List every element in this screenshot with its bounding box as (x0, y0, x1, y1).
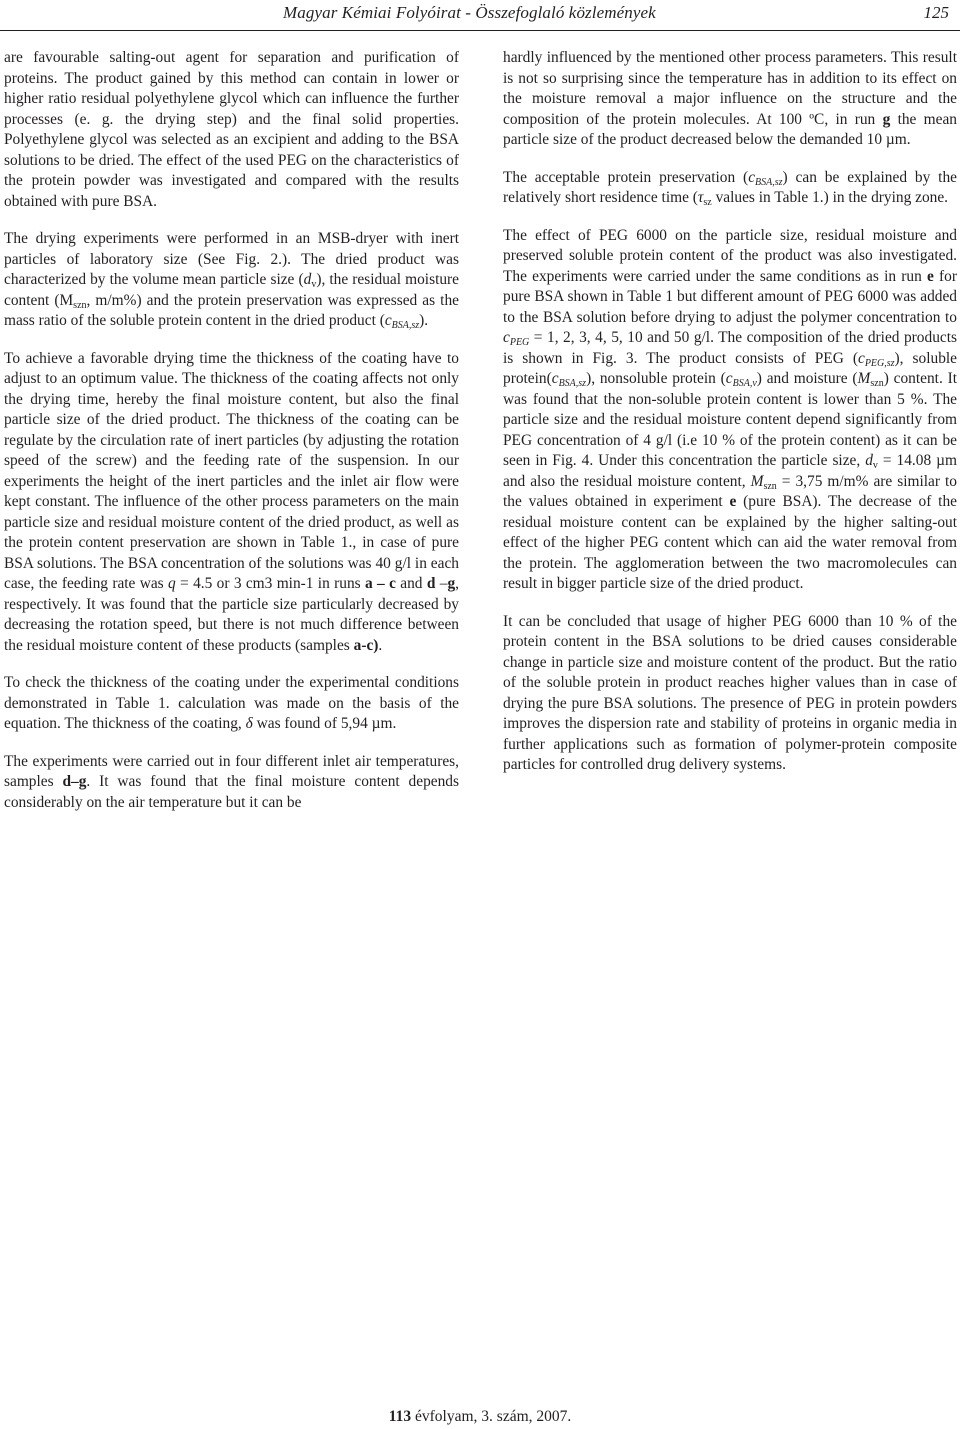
left-column (4, 48, 459, 830)
running-header (0, 0, 960, 30)
issue-info: évfolyam, 3. szám, 2007. (411, 1408, 572, 1425)
paragraph: The effect of PEG 6000 on the particle size, residual moisture and preserved soluble protein content of the product was also investigated. The experiments were carried under the same conditions as in run e for pure BSA shown in Table 1 but different amount of PEG 6000 was added to the BSA solution before drying to adjust the polymer concentration to $c_{PEG} = 1$, 2, 3, 4, 5, 10 and 50 g/l. The composition of the dried products is shown in Fig. 3. The product consists of PEG $(c_{PEG,sz})$, soluble $protein(c_{BSA,sz})$, nonsoluble protein $(c_{BSA,v})$ and moisture $(M_{szn})$ content. It was found that the non-soluble protein content is lower than 5 %. The particle size and the residual moisture content depend significantly from PEG concentration of 4 g/l (i.e 10 % of the protein content) as it can be seen in Fig. 4. Under this concentration the particle size, $d_v = 14.08$ µm and also the residual moisture content, $M_{szn} = 3,75$ m/m% are similar to the values obtained in experiment e (pure BSA). The decrease of the residual moisture content can be explained by the higher salting-out effect of the higher PEG content which can aid the water removal from the protein. The agglomeration between the two macromolecules can result in bigger particle size of the dried product. (503, 226, 958, 592)
page-number: 125 (923, 3, 949, 22)
page-footer (0, 1408, 960, 1426)
paragraph: To achieve a favorable drying time the thickness of the coating have to adjust to an optimum value. The thickness of the coating affects not only the drying time, hereby the final moisture content, but also the final particle size of the dried product. The thickness of the coating can be regulate by the circulation rate of inert particles (by adjusting the rotation speed of the screw) and the feeding rate of the suspension. In our experiments the height of the inert particles and the inlet air flow were kept constant. The influence of the other process parameters on the main particle size and residual moisture content of the dried product, as well as the protein content preservation are shown in Table 1., in case of pure BSA solutions. The BSA concentration of the solutions was 40 g/l in each case, the feeding rate was q = 4.5 or 3 cm3 min-1 in runs a – c and d –g, respectively. It was found that the particle size particularly decreased by decreasing the rotation speed, but there is not much difference between the residual moisture content of these products (samples a-c). (4, 349, 459, 654)
right-column (503, 48, 957, 793)
paragraph: To check the thickness of the coating under the experimental conditions demonstrated in Table 1. calculation was made on the basis of the equation. The thickness of the coating, δ was found of 5,94 µm. (4, 674, 459, 732)
paragraph: The acceptable protein preservation $(c_{BSA,sz})$ can be explained by the relatively short residence time ($\tau_{sz}$ values in Table 1.) in the drying zone. (503, 168, 957, 208)
header-rule (0, 30, 960, 31)
journal-title: Magyar Kémiai Folyóirat - Összefoglaló közlemények (283, 3, 656, 22)
volume-number: 113 (388, 1408, 412, 1425)
paragraph: The experiments were carried out in four different inlet air temperatures, samples d–g. It was found that the final moisture content depends considerably on the air temperature but it can be (4, 752, 459, 811)
paragraph: are favourable salting-out agent for separation and purification of proteins. The product gained by this method can contain in lower or higher ratio residual polyethylene glycol which can influence the further processes (e. g. the drying step) and the final solid properties. Polyethylene glycol was selected as an excipient and adding to the BSA solutions to be dried. The effect of the used PEG on the characteristics of the protein powder was investigated and compared with the results obtained with pure BSA. (4, 49, 459, 210)
paragraph: It can be concluded that usage of higher PEG 6000 than 10 % of the protein content in the BSA solutions to be dried causes considerable change in particle size and moisture content of the product. But the ratio of the soluble protein in product reaches higher values than in case of drying the pure BSA solutions. The presence of PEG in protein powders improves the dispersion rate and stability of proteins in organic media in further applications such as formation of polymer-protein composite particles for controlled drug delivery systems. (503, 612, 957, 773)
paragraph: hardly influenced by the mentioned other process parameters. This result is not so surprising since the temperature has in addition to its effect on the moisture removal a major influence on the structure and the composition of the protein molecules. At 100 ºC, in run g the mean particle size of the product decreased below the demanded 10 µm. (503, 49, 957, 148)
paragraph: The drying experiments were performed in an MSB-dryer with inert particles of laboratory size (See Fig. 2.). The dried product was characterized by the volume mean particle size $(d_v)$, the residual moisture content ($M_{szn}$, m/m%) and the protein preservation was expressed as the mass ratio of the soluble protein content in the dried product $(c_{BSA,sz})$. (4, 230, 459, 331)
